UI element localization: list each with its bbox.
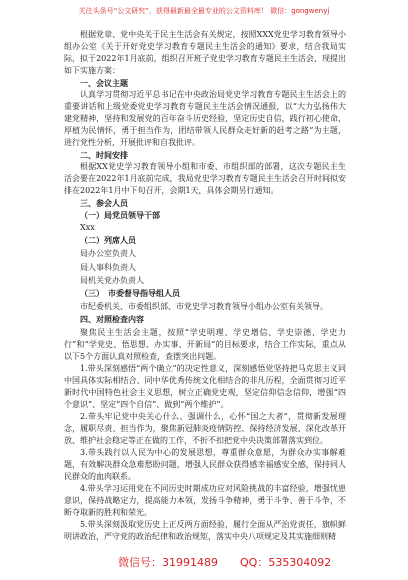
checklist-item-5: 5.带头深刻汲取党历史上正反两方面经验，履行全面从严治党责任，旗帜鲜明讲政治，严守党的政治纪律和政治规矩，落实中央八项规定及其实施细则精 (64, 519, 346, 541)
checklist-item-4: 4.带头学习运用党在不同历史时期成功应对风险挑战的丰富经验，增强忧患意识，保持战略定力，提高能力本领，发扬斗争精神，勇于斗争、善于斗争，不断夺取新的胜利和荣光。 (64, 483, 346, 517)
section-4-heading: 四、对照检查内容 (80, 314, 144, 325)
section-2-heading: 二、时间安排 (80, 150, 128, 160)
section-1-heading: 一、会议主题 (80, 78, 128, 88)
section-1-paragraph: 认真学习贯彻习近平总书记在中央政治局党史学习教育专题民主生活会上的重要讲话和上级党委党史学习教育专题民主生活会情况通报，以“大力弘扬伟大建党精神，坚持和发展党的百年奋斗历史经验，坚定历史自信，践行初心使命，厚植为民情怀，勇于担当作为，团结带领人民群众走好新的赶考之路”为主题，进行党性分析，开展批评和自我批评。 (64, 90, 346, 147)
attendee-list-item: Xxx (80, 223, 95, 232)
section-3-heading: 三、参会人员 (80, 198, 128, 208)
attendee-group-2-heading: （二）列席人员 (80, 235, 136, 246)
contact-footer (118, 556, 331, 570)
attendee-list-item: 局人事科负责人 (80, 262, 136, 272)
section-4-paragraph: 聚焦民主生活会主题，按照“学史明理、学史增信、学史崇德、学史力行”和“学党史、悟思想、办实事、开新局”的目标要求，结合工作实际，重点从以下5个方面认真对照检查，查摆突出问题。 (64, 327, 346, 361)
promo-header-banner: 关注头条号“公文研究”，获得最新最全最专业的公文资料库！ 微信：gongwenyj (78, 7, 330, 15)
section-2-paragraph: 根据XX党史学习教育领导小组和市委、市组织部的部署，这次专题民主生活会要在2022年1月底前完成，我局党史学习教育专题民主生活会召开时间拟安排在2022年1月中下旬召开，会期1天，具体会期另行通知。 (64, 162, 346, 195)
document-body (64, 29, 346, 555)
qq-number: QQ：535304092 (240, 556, 332, 569)
checklist-item-3: 3.带头践行以人民为中心的发展思想，尊重群众意愿，为群众办实事解难题，有效解决群众急难愁盼问题，增强人民群众获得感幸福感安全感，保持同人民群众的血肉联系。 (64, 447, 346, 481)
attendee-group-3-heading: （三） 市委督导指导组人员 (80, 288, 180, 299)
attendee-group-1-heading: （一）局党员领导干部 (80, 210, 160, 220)
wechat-id: 微信号：31991489 (118, 556, 218, 569)
attendee-group-3-paragraph: 市纪委机关、市委组织部、市党史学习教育领导小组办公室有关领导。 (80, 302, 328, 312)
checklist-item-1: 1.带头深刻感悟“两个确立”的决定性意义，深刻感悟党坚持把马克思主义同中国具体实际相结合、同中华优秀传统文化相结合的非凡历程，全面贯彻习近平新时代中国特色社会主义思想，树立正确党史观，坚定信仰信念信仰，增强“四个意识”、坚定“四个自信”、做到“两个维护”。 (64, 363, 346, 409)
intro-paragraph: 根据党章、党中央关于民主生活会有关规定，按照XXX党史学习教育领导小组办公室《关于开好党史学习教育专题民主生活会的通知》要求，结合我局实际，拟于2022年1月底前，组织召开班子党史学习教育专题民主生活会，现提出如下实施方案： (64, 30, 346, 75)
checklist-item-2: 2.带头牢记党中央关心什么、强调什么，心怀“国之大者”，贯彻新发展理念，履职尽责、担当作为，聚焦新冠肺炎疫情防控、保持经济发展、深化改革开放、维护社会稳定等正在做的工作，不折不扣把党中央决策部署落实到位。 (64, 411, 346, 445)
attendee-list-item: 局办公室负责人 (80, 249, 136, 259)
attendee-list-item: 局机关党办负责人 (80, 275, 144, 285)
